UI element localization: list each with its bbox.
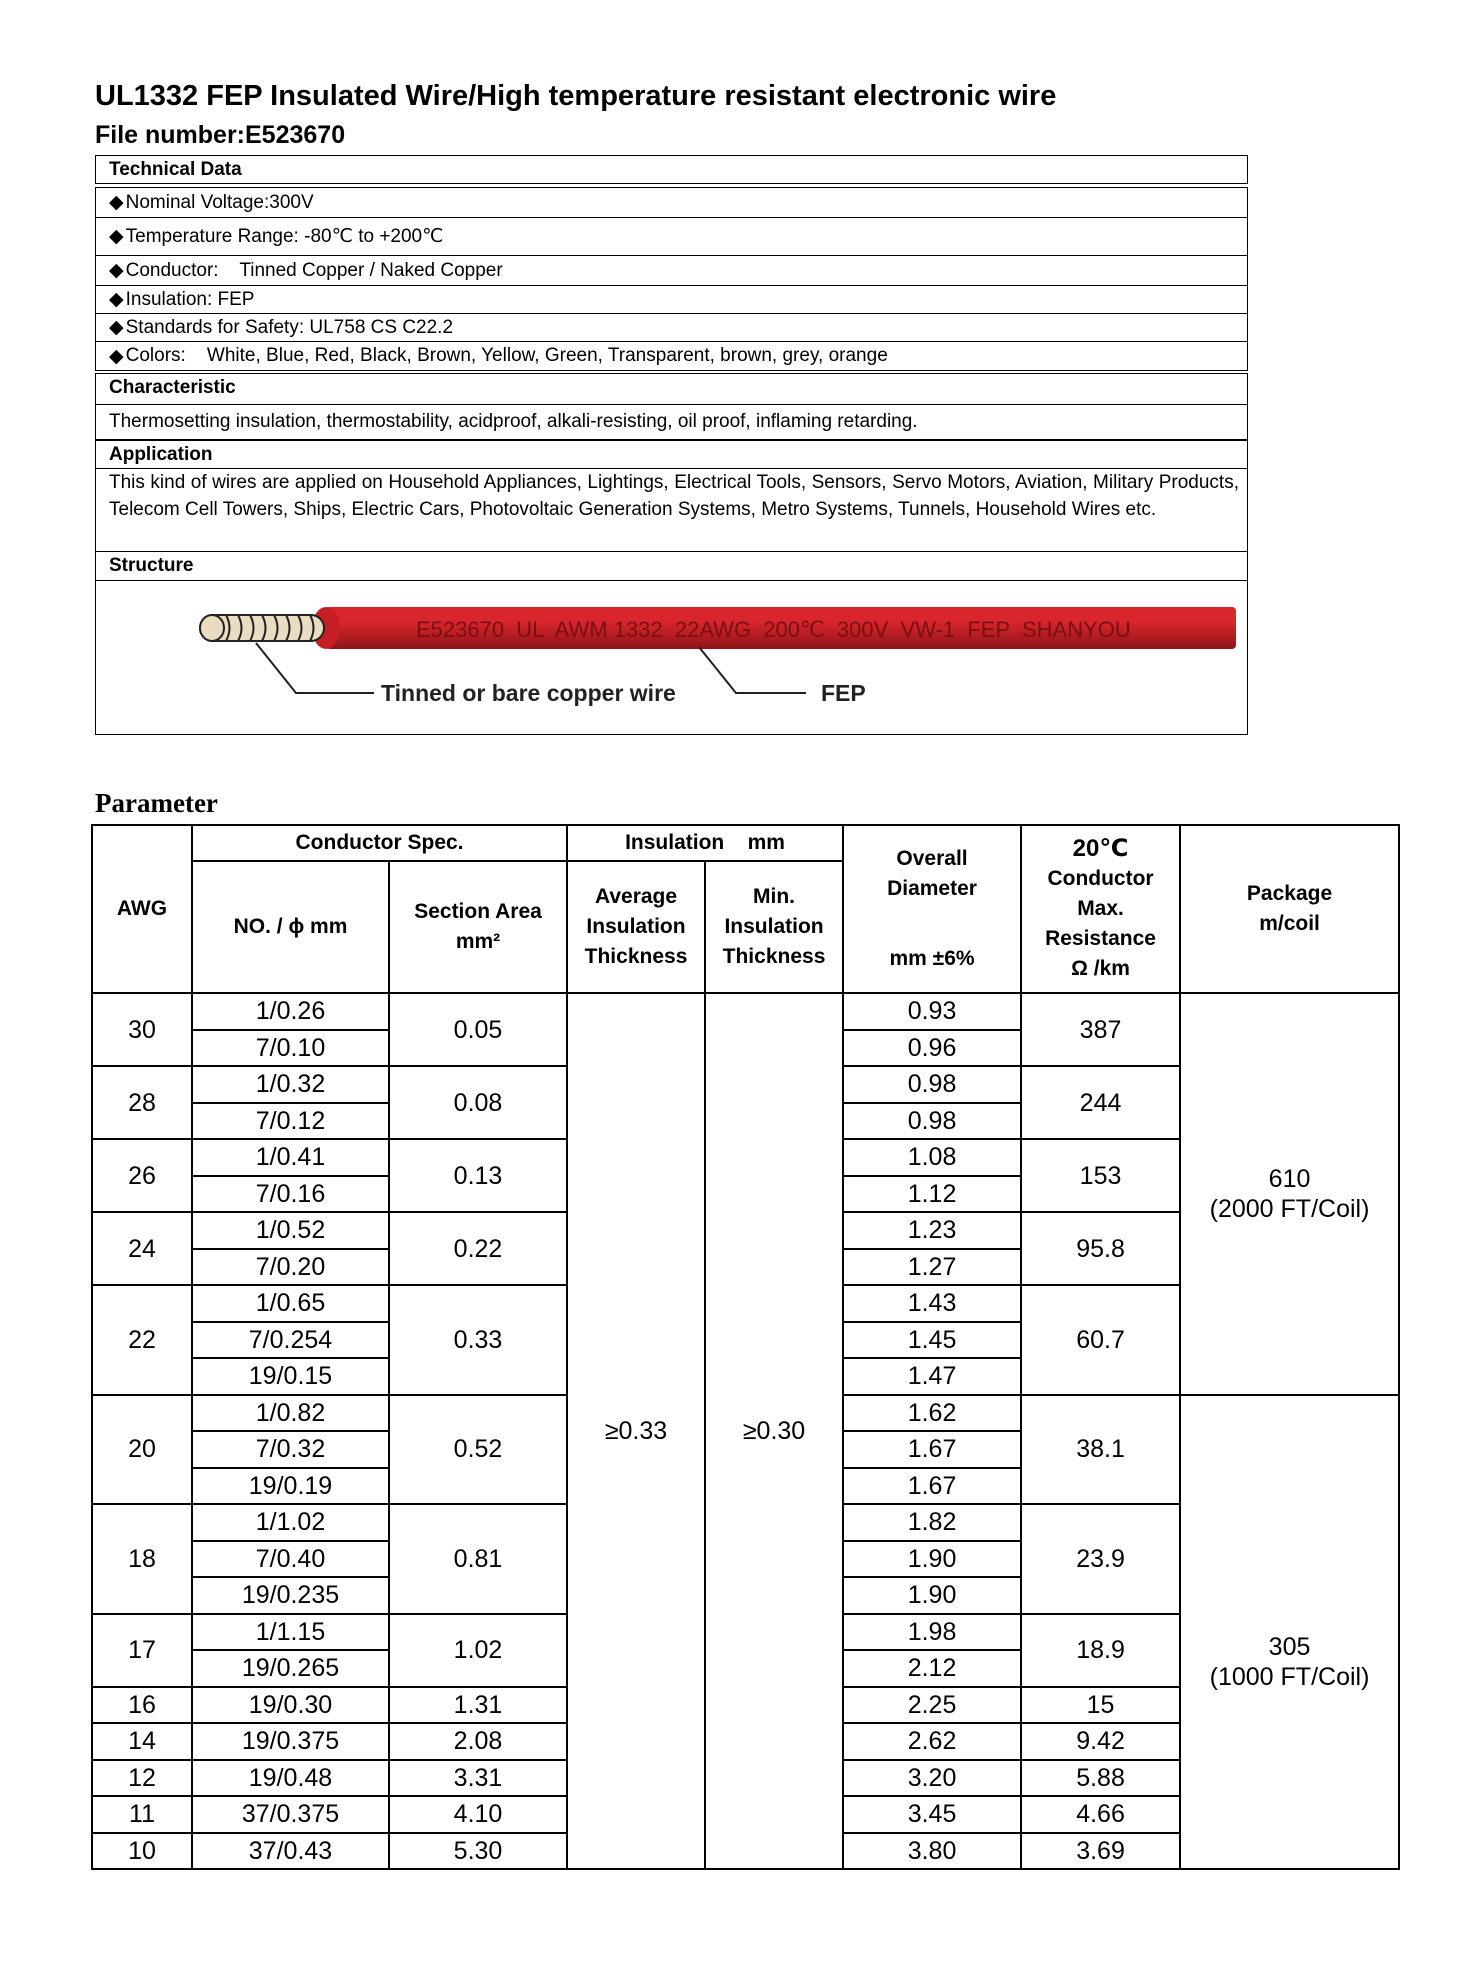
characteristic-header-box bbox=[95, 373, 1248, 405]
header-insulation: Insulation mm bbox=[567, 825, 843, 861]
header-package bbox=[1180, 825, 1399, 993]
section-area-cell: 1.31 bbox=[389, 1687, 567, 1724]
overall-diameter-cell: 1.67 bbox=[843, 1468, 1021, 1505]
section-area-cell: 3.31 bbox=[389, 1760, 567, 1797]
awg-cell: 26 bbox=[92, 1139, 192, 1212]
spec-insulation: Insulation: FEP bbox=[125, 288, 255, 310]
bullet-icon: ◆ bbox=[109, 317, 124, 338]
conductor-spec-cell: 37/0.43 bbox=[192, 1833, 389, 1870]
conductor-spec-cell: 1/0.52 bbox=[192, 1212, 389, 1249]
spec-row-conductor bbox=[95, 255, 1248, 286]
section-area-cell: 0.05 bbox=[389, 993, 567, 1066]
section-area-cell: 2.08 bbox=[389, 1723, 567, 1760]
bullet-icon: ◆ bbox=[109, 289, 124, 310]
header-overall-diameter bbox=[843, 825, 1021, 993]
awg-cell: 30 bbox=[92, 993, 192, 1066]
parameter-table-body bbox=[92, 993, 1399, 1869]
wire-structure-illustration bbox=[96, 581, 1246, 733]
overall-diameter-cell: 0.93 bbox=[843, 993, 1021, 1030]
overall-diameter-cell: 1.12 bbox=[843, 1176, 1021, 1213]
conductor-spec-cell: 1/1.15 bbox=[192, 1614, 389, 1651]
conductor-strands bbox=[200, 615, 324, 641]
overall-diameter-cell: 2.12 bbox=[843, 1650, 1021, 1687]
spec-row-insulation bbox=[95, 285, 1248, 314]
overall-diameter-cell: 0.98 bbox=[843, 1066, 1021, 1103]
insulation-leader-line bbox=[699, 647, 806, 693]
wire-print-text: E523670 UL AWM 1332 22AWG 200℃ 300V VW-1 FEP SHANYOU bbox=[416, 617, 1131, 642]
overall-diameter-cell: 1.47 bbox=[843, 1358, 1021, 1395]
file-number: File number:E523670 bbox=[95, 121, 346, 149]
characteristic-text: Thermosetting insulation, thermostability, acidproof, alkali-resisting, oil proof, inflaming retarding. bbox=[109, 411, 918, 432]
conductor-spec-cell: 1/0.41 bbox=[192, 1139, 389, 1176]
header-resistance-label: Conductor Max. Resistance bbox=[1045, 867, 1156, 950]
overall-diameter-cell: 2.62 bbox=[843, 1723, 1021, 1760]
application-text-box bbox=[95, 468, 1248, 552]
bullet-icon: ◆ bbox=[109, 260, 124, 281]
resistance-cell: 153 bbox=[1021, 1139, 1180, 1212]
structure-header-box bbox=[95, 551, 1248, 581]
awg-cell: 28 bbox=[92, 1066, 192, 1139]
application-header-box bbox=[95, 440, 1248, 469]
header-resistance-temp: 20℃ bbox=[1072, 835, 1129, 862]
resistance-cell: 5.88 bbox=[1021, 1760, 1180, 1797]
header-overall-diameter-unit: mm ±6% bbox=[889, 947, 975, 970]
spec-voltage: Nominal Voltage:300V bbox=[125, 191, 314, 213]
resistance-cell: 387 bbox=[1021, 993, 1180, 1066]
spec-row-standards bbox=[95, 313, 1248, 342]
awg-cell: 10 bbox=[92, 1833, 192, 1870]
overall-diameter-cell: 1.90 bbox=[843, 1541, 1021, 1578]
resistance-cell: 23.9 bbox=[1021, 1504, 1180, 1614]
resistance-cell: 9.42 bbox=[1021, 1723, 1180, 1760]
conductor-spec-cell: 1/0.65 bbox=[192, 1285, 389, 1322]
conductor-spec-cell: 19/0.30 bbox=[192, 1687, 389, 1724]
spec-temperature: Temperature Range: -80℃ to +200℃ bbox=[125, 226, 444, 247]
parameter-heading: Parameter bbox=[95, 788, 218, 818]
conductor-spec-cell: 19/0.15 bbox=[192, 1358, 389, 1395]
conductor-spec-cell: 19/0.19 bbox=[192, 1468, 389, 1505]
overall-diameter-cell: 3.45 bbox=[843, 1796, 1021, 1833]
bullet-icon: ◆ bbox=[109, 192, 124, 213]
overall-diameter-cell: 1.43 bbox=[843, 1285, 1021, 1322]
resistance-cell: 95.8 bbox=[1021, 1212, 1180, 1285]
header-avg-thickness: Average Insulation Thickness bbox=[567, 861, 705, 993]
resistance-cell: 38.1 bbox=[1021, 1395, 1180, 1505]
spec-standards: Standards for Safety: UL758 CS C22.2 bbox=[125, 316, 454, 338]
table-header-row bbox=[92, 825, 1399, 861]
characteristic-text-box bbox=[95, 404, 1248, 440]
awg-cell: 17 bbox=[92, 1614, 192, 1687]
conductor-label: Tinned or bare copper wire bbox=[381, 680, 676, 706]
package-note: (2000 FT/Coil) bbox=[1209, 1194, 1370, 1223]
table-row bbox=[92, 993, 1399, 1030]
application-text: This kind of wires are applied on Household Appliances, Lightings, Electrical Tools, Sensors, Servo Motors, Aviation, Military Products, Telecom Cell Towers, Ships, Electric Cars, Photovoltaic Generation Systems, Metro Systems, Tunnels, Household Wires etc. bbox=[109, 472, 1239, 520]
resistance-cell: 3.69 bbox=[1021, 1833, 1180, 1870]
conductor-spec-cell: 19/0.48 bbox=[192, 1760, 389, 1797]
section-area-cell: 0.13 bbox=[389, 1139, 567, 1212]
awg-cell: 14 bbox=[92, 1723, 192, 1760]
package-cell bbox=[1180, 993, 1399, 1395]
conductor-spec-cell: 7/0.10 bbox=[192, 1030, 389, 1067]
package-note: (1000 FT/Coil) bbox=[1209, 1662, 1370, 1691]
header-awg: AWG bbox=[92, 825, 192, 993]
section-area-cell: 0.81 bbox=[389, 1504, 567, 1614]
header-resistance-unit: Ω /km bbox=[1071, 957, 1130, 980]
conductor-leader-line bbox=[256, 643, 374, 693]
awg-cell: 12 bbox=[92, 1760, 192, 1797]
overall-diameter-cell: 1.45 bbox=[843, 1322, 1021, 1359]
conductor-spec-cell: 37/0.375 bbox=[192, 1796, 389, 1833]
awg-cell: 16 bbox=[92, 1687, 192, 1724]
section-area-cell: 5.30 bbox=[389, 1833, 567, 1870]
conductor-spec-cell: 1/0.32 bbox=[192, 1066, 389, 1103]
overall-diameter-cell: 3.20 bbox=[843, 1760, 1021, 1797]
structure-heading: Structure bbox=[109, 555, 194, 576]
conductor-spec-cell: 19/0.265 bbox=[192, 1650, 389, 1687]
conductor-spec-cell: 19/0.375 bbox=[192, 1723, 389, 1760]
resistance-cell: 15 bbox=[1021, 1687, 1180, 1724]
bullet-icon: ◆ bbox=[109, 226, 124, 247]
awg-cell: 20 bbox=[92, 1395, 192, 1505]
header-min-thickness: Min. Insulation Thickness bbox=[705, 861, 843, 993]
overall-diameter-cell: 1.82 bbox=[843, 1504, 1021, 1541]
overall-diameter-cell: 0.96 bbox=[843, 1030, 1021, 1067]
technical-data-heading: Technical Data bbox=[109, 159, 242, 180]
conductor-spec-cell: 1/0.26 bbox=[192, 993, 389, 1030]
overall-diameter-cell: 0.98 bbox=[843, 1103, 1021, 1140]
conductor-spec-cell: 1/0.82 bbox=[192, 1395, 389, 1432]
overall-diameter-cell: 1.98 bbox=[843, 1614, 1021, 1651]
section-area-cell: 0.08 bbox=[389, 1066, 567, 1139]
conductor-spec-cell: 7/0.12 bbox=[192, 1103, 389, 1140]
package-value: 610 bbox=[1268, 1164, 1311, 1193]
awg-cell: 24 bbox=[92, 1212, 192, 1285]
avg-insulation-cell: ≥0.33 bbox=[567, 993, 705, 1869]
awg-cell: 11 bbox=[92, 1796, 192, 1833]
bullet-icon: ◆ bbox=[109, 345, 124, 367]
overall-diameter-cell: 1.08 bbox=[843, 1139, 1021, 1176]
package-value: 305 bbox=[1268, 1632, 1311, 1661]
header-conductor-spec: Conductor Spec. bbox=[192, 825, 567, 861]
resistance-cell: 4.66 bbox=[1021, 1796, 1180, 1833]
characteristic-heading: Characteristic bbox=[109, 377, 236, 398]
overall-diameter-cell: 1.23 bbox=[843, 1212, 1021, 1249]
conductor-spec-cell: 7/0.16 bbox=[192, 1176, 389, 1213]
conductor-spec-cell: 7/0.32 bbox=[192, 1431, 389, 1468]
structure-diagram bbox=[95, 580, 1248, 735]
resistance-cell: 18.9 bbox=[1021, 1614, 1180, 1687]
header-resistance bbox=[1021, 825, 1180, 993]
awg-cell: 18 bbox=[92, 1504, 192, 1614]
section-area-cell: 0.33 bbox=[389, 1285, 567, 1395]
header-section-area: Section Area mm² bbox=[389, 861, 567, 993]
spec-row-colors bbox=[95, 341, 1248, 371]
header-overall-diameter-label: Overall Diameter bbox=[887, 847, 977, 900]
conductor-spec-cell: 19/0.235 bbox=[192, 1577, 389, 1614]
overall-diameter-cell: 3.80 bbox=[843, 1833, 1021, 1870]
min-insulation-cell: ≥0.30 bbox=[705, 993, 843, 1869]
spec-conductor: Conductor: Tinned Copper / Naked Copper bbox=[125, 259, 503, 281]
spec-row-temperature bbox=[95, 217, 1248, 256]
overall-diameter-cell: 2.25 bbox=[843, 1687, 1021, 1724]
overall-diameter-cell: 1.90 bbox=[843, 1577, 1021, 1614]
overall-diameter-cell: 1.67 bbox=[843, 1431, 1021, 1468]
application-heading: Application bbox=[109, 444, 213, 465]
header-no-phi: NO. / ϕ mm bbox=[192, 861, 389, 993]
parameter-table bbox=[91, 824, 1400, 1870]
awg-cell: 22 bbox=[92, 1285, 192, 1395]
section-area-cell: 0.52 bbox=[389, 1395, 567, 1505]
section-area-cell: 4.10 bbox=[389, 1796, 567, 1833]
conductor-spec-cell: 7/0.254 bbox=[192, 1322, 389, 1359]
technical-data-header bbox=[95, 155, 1248, 184]
spec-row-voltage bbox=[95, 187, 1248, 218]
conductor-spec-cell: 7/0.20 bbox=[192, 1249, 389, 1286]
header-package-label: Package m/coil bbox=[1246, 882, 1333, 935]
section-area-cell: 1.02 bbox=[389, 1614, 567, 1687]
resistance-cell: 60.7 bbox=[1021, 1285, 1180, 1395]
conductor-spec-cell: 1/1.02 bbox=[192, 1504, 389, 1541]
document-title: UL1332 FEP Insulated Wire/High temperature resistant electronic wire bbox=[95, 80, 1057, 112]
insulation-label: FEP bbox=[821, 680, 866, 706]
resistance-cell: 244 bbox=[1021, 1066, 1180, 1139]
spec-colors: Colors: White, Blue, Red, Black, Brown, Yellow, Green, Transparent, brown, grey, orange bbox=[125, 345, 888, 366]
package-cell bbox=[1180, 1395, 1399, 1870]
conductor-spec-cell: 7/0.40 bbox=[192, 1541, 389, 1578]
overall-diameter-cell: 1.27 bbox=[843, 1249, 1021, 1286]
section-area-cell: 0.22 bbox=[389, 1212, 567, 1285]
overall-diameter-cell: 1.62 bbox=[843, 1395, 1021, 1432]
